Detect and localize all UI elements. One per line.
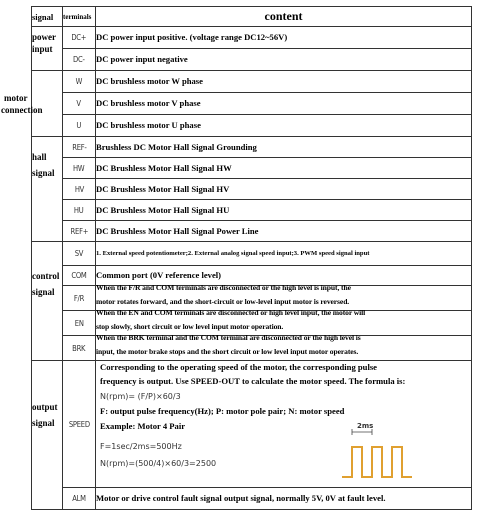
content-dc-minus: DC power input negative: [96, 49, 472, 71]
table-row: [32, 488, 472, 510]
terminal-ref-minus: REF-: [63, 137, 96, 158]
table-row: [32, 336, 472, 361]
speed-example-rpm: N(rpm)=(500/4)×60/3=2500: [100, 459, 217, 468]
terminal-hw: HW: [63, 158, 96, 179]
content-line: stop slowly, short circuit or low level input motor operation.: [96, 321, 284, 331]
terminal-ref-plus: REF+: [63, 221, 96, 242]
group-label-line: motor: [4, 92, 28, 103]
speed-formula: N(rpm)= (F/P)×60/3: [100, 392, 181, 401]
terminal-alm: ALM: [63, 488, 96, 510]
table-row: [32, 27, 472, 49]
table-row: [32, 93, 472, 115]
content-brk: [96, 332, 472, 361]
terminal-v: V: [63, 93, 96, 115]
group-output-signal: [32, 361, 63, 510]
group-label-line: power: [32, 32, 56, 42]
terminal-sv: SV: [63, 242, 96, 266]
content-line: When the F/R and COM terminals are disconnected or the high level is input, the: [96, 282, 351, 292]
content-com: Common port (0V reference level): [96, 266, 472, 286]
speed-line-2: frequency is output. Use SPEED-OUT to calculate the motor speed. The formula is:: [100, 376, 406, 386]
content-hv: DC Brushless Motor Hall Signal HV: [96, 179, 472, 200]
header-signal: signal: [32, 7, 63, 27]
header-content: content: [96, 7, 472, 27]
group-label-line: connection: [1, 104, 43, 115]
speed-line-1: Corresponding to the operating speed of the motor, the corresponding pulse: [100, 362, 377, 372]
group-hall-signal: [32, 137, 63, 242]
speed-line-4: Example: Motor 4 Pair: [100, 421, 186, 431]
group-label-line: control: [32, 271, 60, 281]
content-alm: Motor or drive control fault signal output signal, normally 5V, 0V at fault level.: [96, 488, 472, 510]
table-row: [32, 179, 472, 200]
content-line: input, the motor brake stops and the short circuit or low level input motor operates.: [96, 346, 359, 356]
terminal-com: COM: [63, 266, 96, 286]
group-power-input: [32, 27, 63, 71]
table-row: [32, 137, 472, 158]
header-terminals: terminals: [63, 7, 96, 27]
content-line: motor rotates forward, and the short-circuit or low-level input motor is reversed.: [96, 296, 350, 306]
terminal-w: W: [63, 71, 96, 93]
speed-line-3: F: output pulse frequency(Hz); P: motor pole pair; N: motor speed: [100, 406, 345, 416]
group-control-signal: [32, 242, 63, 361]
table-row: [32, 361, 472, 488]
terminal-dc-minus: DC-: [63, 49, 96, 71]
pulse-waveform-diagram: [340, 422, 460, 483]
table-row: [32, 200, 472, 221]
period-label: 2ms: [357, 422, 374, 430]
terminal-hu: HU: [63, 200, 96, 221]
content-sv: 1. External speed potentiometer;2. External analog signal speed input;3. PWM speed signal input: [96, 242, 472, 266]
terminal-fr: F/R: [63, 286, 96, 311]
content-u: DC brushless motor U phase: [96, 115, 472, 137]
group-label-line: signal: [32, 287, 55, 297]
table-row: [32, 158, 472, 179]
speed-example-frequency: F=1sec/2ms=500Hz: [100, 442, 182, 451]
terminal-u: U: [63, 115, 96, 137]
group-label-line: input: [32, 44, 53, 54]
terminal-speed: SPEED: [63, 361, 96, 488]
table-row: [32, 71, 472, 93]
terminal-en: EN: [63, 311, 96, 336]
terminal-table: [1, 6, 472, 510]
pulse-waveform: [342, 447, 412, 477]
table-header-row: [32, 7, 472, 27]
content-dc-plus: DC power input positive. (voltage range DC12~56V): [96, 27, 472, 49]
group-motor-connection: [1, 71, 63, 137]
table-row: [32, 115, 472, 137]
content-speed: [96, 361, 472, 488]
table-row: [32, 242, 472, 266]
terminal-dc-plus: DC+: [63, 27, 96, 49]
group-label-line: signal: [32, 418, 55, 428]
content-line: When the EN and COM terminals are disconnected or high level input, the motor will: [96, 307, 366, 317]
content-ref-minus: Brushless DC Motor Hall Signal Grounding: [96, 137, 472, 158]
terminal-brk: BRK: [63, 336, 96, 361]
group-label-line: signal: [32, 168, 55, 178]
table-row: [32, 221, 472, 242]
content-hu: DC Brushless Motor Hall Signal HU: [96, 200, 472, 221]
group-label-line: hall: [32, 152, 47, 162]
group-label-line: output: [32, 402, 58, 412]
table-row: [32, 49, 472, 71]
terminal-hv: HV: [63, 179, 96, 200]
content-line: When the BRK terminal and the COM terminal are disconnected or the high level is: [96, 332, 361, 342]
content-hw: DC Brushless Motor Hall Signal HW: [96, 158, 472, 179]
content-ref-plus: DC Brushless Motor Hall Signal Power Line: [96, 221, 472, 242]
content-w: DC brushless motor W phase: [96, 71, 472, 93]
content-v: DC brushless motor V phase: [96, 93, 472, 115]
